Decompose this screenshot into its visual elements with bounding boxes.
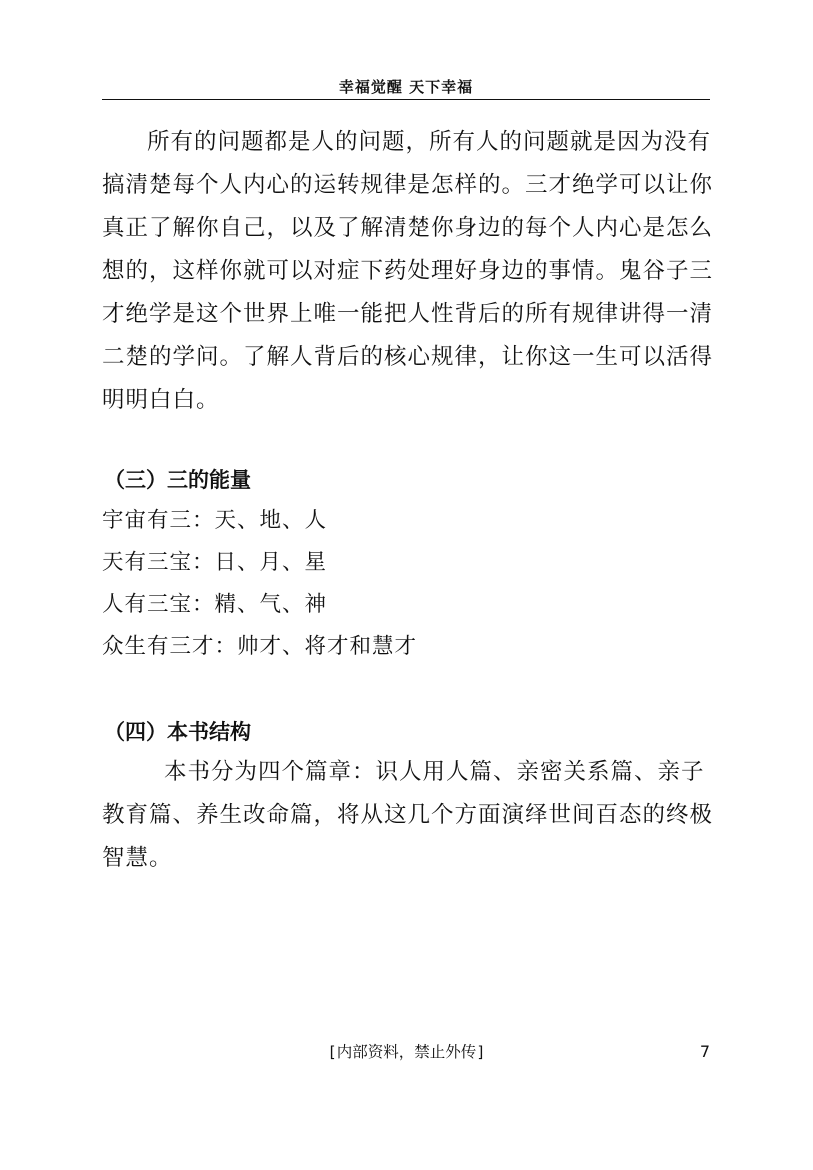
section-heading-3: （三）三的能量 bbox=[104, 468, 251, 492]
energy-line-3: 人有三宝：精、气、神 bbox=[102, 592, 328, 617]
energy-line-4: 众生有三才：帅才、将才和慧才 bbox=[102, 634, 418, 659]
footer-note: [内部资料，禁止外传] bbox=[327, 1043, 486, 1061]
energy-line-2: 天有三宝：日、月、星 bbox=[102, 550, 328, 575]
header-divider bbox=[102, 99, 710, 100]
section-heading-4: （四）本书结构 bbox=[104, 720, 251, 744]
energy-line-1: 宇宙有三：天、地、人 bbox=[102, 508, 328, 533]
body-paragraph-2: 本书分为四个篇章：识人用人篇、亲密关系篇、亲子教育篇、养生改命篇，将从这几个方面演绎世间百态的终极智慧。 bbox=[102, 759, 714, 871]
page-number: 7 bbox=[699, 1042, 711, 1061]
running-header: 幸福觉醒 天下幸福 bbox=[338, 78, 474, 96]
body-paragraph-1: 所有的问题都是人的问题，所有人的问题就是因为没有搞清楚每个人内心的运转规律是怎样的。三才绝学可以让你真正了解你自己，以及了解清楚你身边的每个人内心是怎么想的，这样你就可以对症下药处理好身边的事情。鬼谷子三才绝学是这个世界上唯一能把人性背后的所有规律讲得一清二楚的学问。了解人背后的核心规律，让你这一生可以活得明明白白。 bbox=[102, 129, 714, 413]
